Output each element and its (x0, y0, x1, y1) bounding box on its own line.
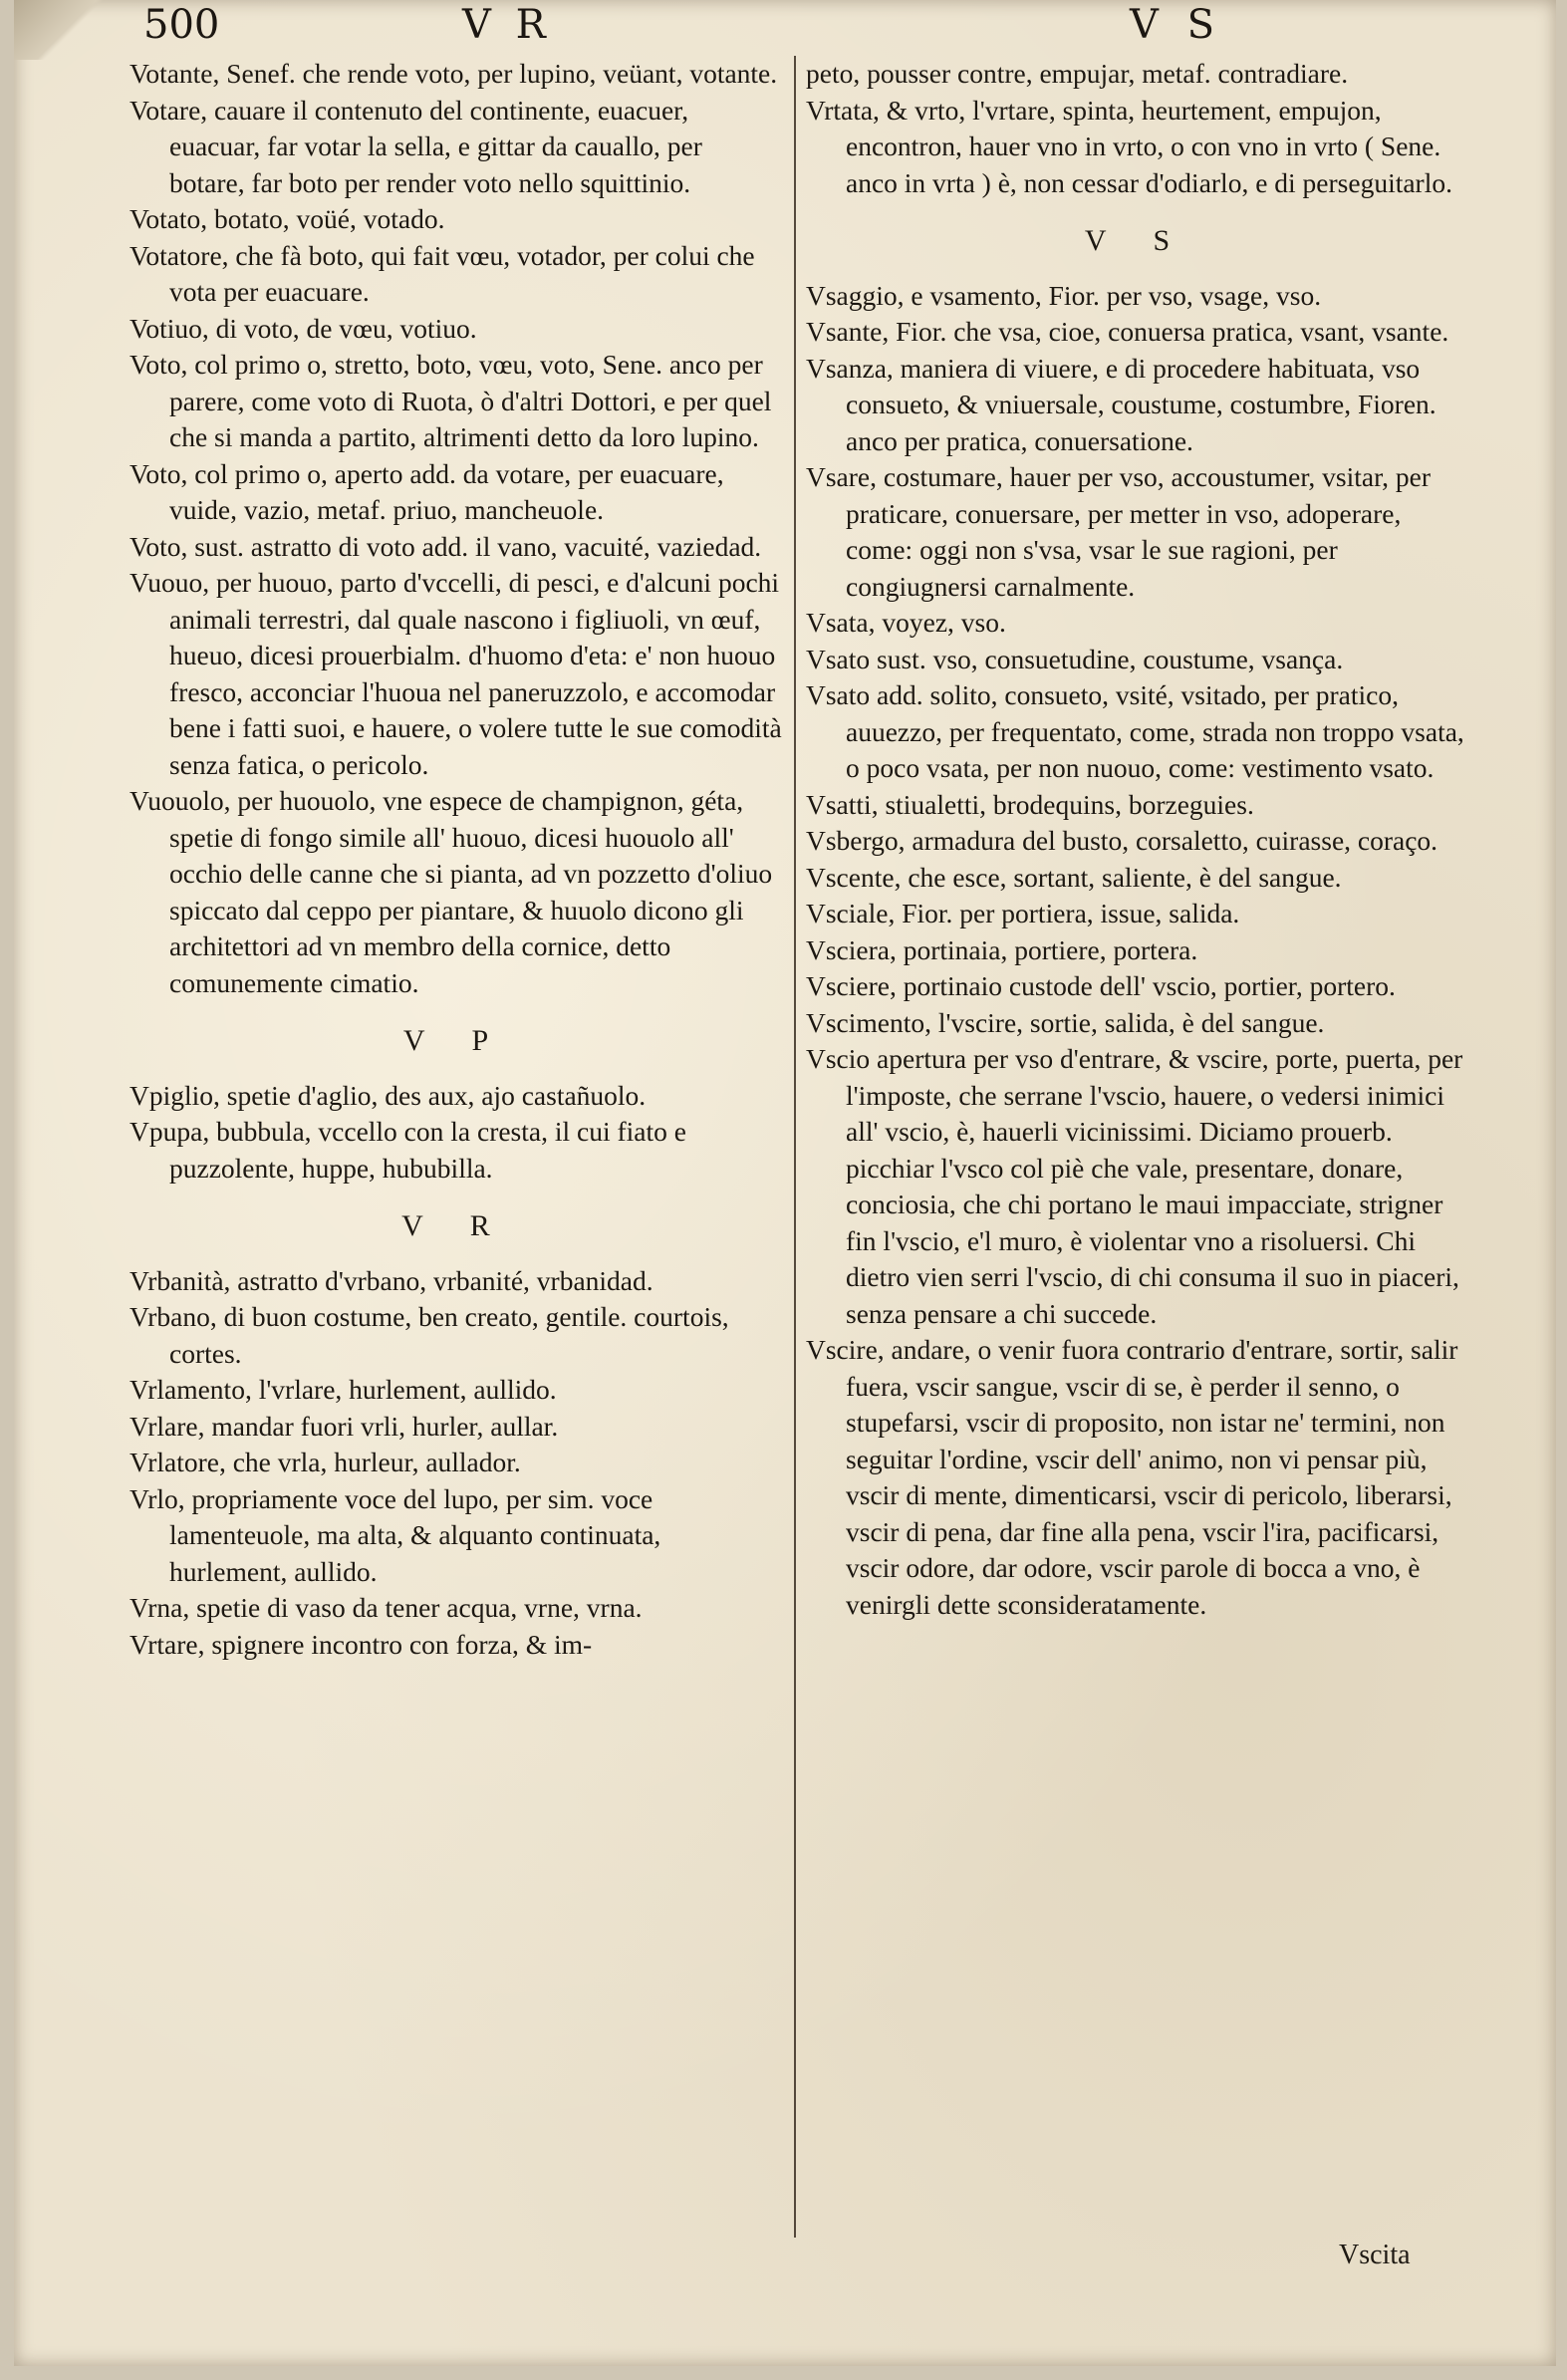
entry-voto-sust: Voto, sust. astratto di voto add. il vano, vacuité, vaziedad. (130, 530, 762, 562)
entry-votiuo: Votiuo, di voto, de vœu, votiuo. (130, 312, 477, 344)
folded-corner (14, 0, 104, 60)
entry-vrtare-continued: peto, pousser contre, empujar, metaf. contradiare. (806, 58, 1349, 89)
entry-vuouolo: Vuouolo, per huouolo, vne espece de champignon, géta, spetie di fongo simile all' huouo, dicesi huouolo all' occhio delle canne che si pianta, ad vn pozzetto d'oliuo spiccato dal ceppo per piantare, & huuolo dicono gli architettori ad vn membro della cornice, detto comunemente cimatio. (130, 785, 773, 998)
entry-vscire: Vscire, andare, o venir fuora contrario d'entrare, sortir, salir fuera, vscir sangue, vscir di se, è perder il senno, o stupefarsi, vscir di proposito, non istar ne' termini, non seguitar l'ordine, vscir dell' animo, non vi pensar più, vscir di mente, dimenticarsi, vscir di pericolo, liberarsi, vscir di pena, dar fine alla pena, vscir l'ira, pacificarsi, vscir odore, dar odore, vscir parole di bocca a vno, è venirgli dette sconsideratamente. (806, 1334, 1458, 1620)
column-divider (794, 56, 796, 2238)
entry-vsare: Vsare, costumare, hauer per vso, accoustumer, vsitar, per praticare, conuersare, per metter in vso, adoperare, come: oggi non s'vsa, vsar le sue ragioni, per congiugnersi carnalmente. (806, 461, 1431, 602)
entry-vpiglio: Vpiglio, spetie d'aglio, des aux, ajo castañuolo. (130, 1079, 647, 1111)
entry-vrlare: Vrlare, mandar fuori vrli, hurler, aullar. (130, 1410, 559, 1442)
entry-vrtare: Vrtare, spignere incontro con forza, & im- (130, 1628, 593, 1660)
catchword: Vscita (1339, 2240, 1411, 2270)
entry-vsbergo: Vsbergo, armadura del busto, corsaletto, cuirasse, coraço. (806, 825, 1438, 856)
entry-vsante: Vsante, Fior. che vsa, cioe, conuersa pratica, vsant, vsante. (806, 316, 1449, 347)
entry-vscente: Vscente, che esce, sortant, saliente, è del sangue. (806, 861, 1342, 893)
entry-vscio: Vscio apertura per vso d'entrare, & vscire, porte, puerta, per l'imposte, che serrane l'vscio, hauere, o vedersi inimici all' vscio, è, hauerli vicinissimi. Diciamo prouerb. picchiar l'vsco col piè che vale, presentare, donare, conciosia, che chi portano le maui impacciate, strigner fin l'vscio, e'l muro, è violentar vno a risoluersi. Chi dietro vien serri l'vscio, di chi consuma il suo in piaceri, senza pensare a chi succede. (806, 1043, 1463, 1329)
entry-votato: Votato, botato, voüé, votado. (130, 203, 445, 234)
section-heading-vp: V P (402, 1024, 509, 1057)
entry-voto-aperto: Voto, col primo o, aperto add. da votare, per euacuare, vuide, vazio, metaf. priuo, mancheuole. (130, 457, 724, 525)
entry-vrna: Vrna, spetie di vaso da tener acqua, vrne, vrna. (130, 1592, 643, 1623)
entry-vsanza: Vsanza, maniera di viuere, e di procedere habituata, vso consueto, & vniuersale, coustume, costumbre, Fioren. anco per pratica, conuersatione. (806, 352, 1436, 456)
right-column (806, 56, 1468, 1623)
section-heading-vs: V S (1084, 224, 1190, 257)
entry-voto-stretto: Voto, col primo o, stretto, boto, vœu, voto, Sene. anco per parere, come voto di Ruota, ò d'altri Dottori, e per quel che si manda a partito, altrimenti detto da loro lupino. (130, 349, 772, 452)
entry-vsciera: Vsciera, portinaia, portiere, portera. (806, 933, 1198, 965)
entry-vsaggio: Vsaggio, e vsamento, Fior. per vso, vsage, vso. (806, 279, 1322, 311)
left-column (130, 56, 782, 1663)
page-number: 500 (143, 2, 220, 48)
entry-vrbanita: Vrbanità, astratto d'vrbano, vrbanité, vrbanidad. (130, 1264, 653, 1296)
left-running-title: V R (462, 2, 552, 48)
entry-vsciale: Vsciale, Fior. per portiera, issue, salida. (806, 898, 1240, 928)
entry-vsciere: Vsciere, portinaio custode dell' vscio, portier, portero. (806, 970, 1396, 1001)
entry-vscimento: Vscimento, l'vscire, sortie, salida, è del sangue. (806, 1006, 1325, 1038)
entry-vrlo: Vrlo, propriamente voce del lupo, per sim. voce lamenteuole, ma alta, & alquanto continuata, hurlement, aullido. (130, 1482, 661, 1587)
entry-vsatti: Vsatti, stiualetti, brodequins, borzeguies. (806, 788, 1254, 820)
entry-vuouo: Vuouo, per huouo, parto d'vccelli, di pesci, e d'alcuni pochi animali terrestri, dal quale nascono i figliuoli, vn œuf, hueuo, dicesi prouerbialm. d'huomo d'eta: e' non huouo fresco, acconciar l'huoua nel paneruzzolo, e accomodar bene i fatti suoi, e hauere, o volere tutte le sue comodità senza fatica, o pericolo. (130, 567, 782, 780)
entry-vrlatore: Vrlatore, che vrla, hurleur, aullador. (130, 1447, 521, 1477)
section-heading-vr: V R (401, 1209, 510, 1242)
entry-vrtata: Vrtata, & vrto, l'vrtare, spinta, heurtement, empujon, encontron, hauer vno in vrto, o con vno in vrto ( Sene. anco in vrta ) è, non cessar d'odiarlo, e di perseguitarlo. (806, 94, 1452, 198)
entry-vrbano: Vrbano, di buon costume, ben creato, gentile. courtois, cortes. (130, 1301, 729, 1369)
entry-vsato-sust: Vsato sust. vso, consuetudine, coustume, vsança. (806, 643, 1344, 674)
entry-vpupa: Vpupa, bubbula, vccello con la cresta, il cui fiato e puzzolente, huppe, hububilla. (130, 1116, 686, 1184)
dictionary-page (14, 0, 1556, 2366)
entry-vsato-add: Vsato add. solito, consueto, vsité, vsitado, per pratico, auuezzo, per frequentato, come, strada non troppo vsata, o poco vsata, per non nuouo, come: vestimento vsato. (806, 679, 1464, 783)
running-header (124, 2, 1498, 48)
entry-votatore: Votatore, che fà boto, qui fait vœu, votador, per colui che vota per euacuare. (130, 239, 755, 307)
right-running-title: V S (1130, 2, 1223, 48)
entry-votante: Votante, Senef. che rende voto, per lupino, veüant, votante. (130, 58, 778, 89)
entry-votare: Votare, cauare il contenuto del continente, euacuer, euacuar, far votar la sella, e gittar da cauallo, per botare, far boto per render voto nello squittinio. (130, 94, 702, 198)
entry-vrlamento: Vrlamento, l'vrlare, hurlement, aullido. (130, 1374, 557, 1405)
entry-vsata: Vsata, voyez, vso. (806, 607, 1006, 638)
